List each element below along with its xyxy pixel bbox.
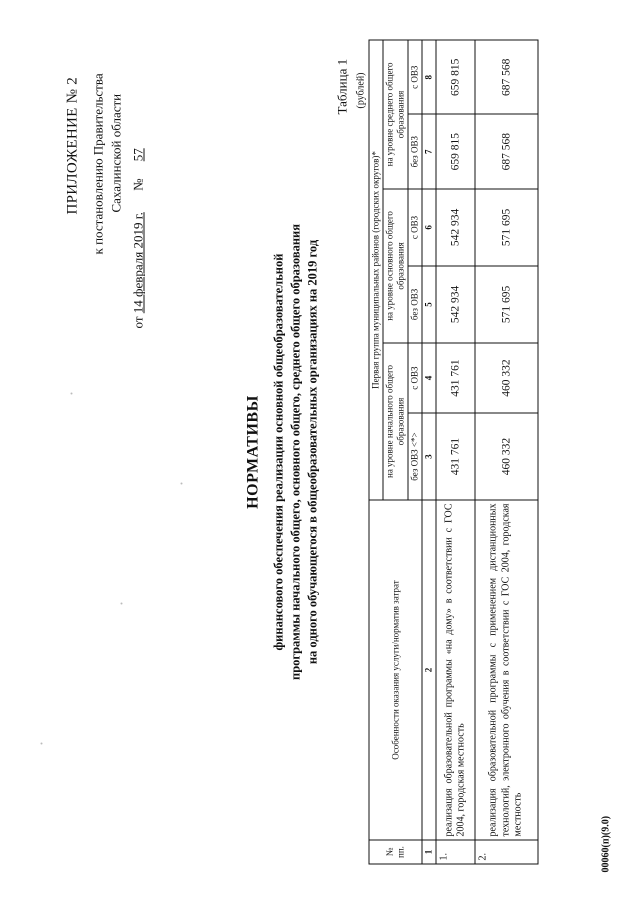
appendix-line-1: к постановлению Правительства xyxy=(90,73,106,255)
normatives-table xyxy=(369,40,539,865)
column-number: 7 xyxy=(422,114,436,188)
header-without-ovz: без ОВЗ xyxy=(408,114,422,188)
appendix-date-line xyxy=(131,148,147,328)
table-row xyxy=(436,40,475,864)
row-description: реализация образовательной программы «на дому» в соответствии с ГОС 2004, городская местность xyxy=(436,500,475,840)
header-with-ovz: с ОВЗ xyxy=(408,189,422,266)
document-title: НОРМАТИВЫ xyxy=(244,395,262,509)
number-label: № xyxy=(130,178,146,191)
row-value: 659 815 xyxy=(436,114,475,188)
row-value: 460 332 xyxy=(475,343,538,413)
header-level-basic: на уровне основного общего образования xyxy=(383,189,408,343)
header-with-ovz: с ОВЗ xyxy=(408,343,422,413)
table-unit: (рублей) xyxy=(355,72,367,109)
table-label: Таблица 1 xyxy=(334,58,350,115)
scan-speck xyxy=(181,483,183,485)
header-with-ovz: с ОВЗ xyxy=(408,40,422,114)
row-value: 542 934 xyxy=(436,189,475,266)
header-level-primary: на уровне начального общего образования xyxy=(383,343,408,500)
resolution-number: 57 xyxy=(130,148,146,162)
table-row xyxy=(475,40,538,864)
column-number: 4 xyxy=(422,343,436,413)
row-value: 571 695 xyxy=(475,266,538,343)
row-value: 431 761 xyxy=(436,343,475,413)
row-value: 687 568 xyxy=(475,40,538,114)
column-number: 3 xyxy=(422,413,436,500)
header-description: Особенности оказания услуги/норматив затрат xyxy=(369,500,422,840)
appendix-title: ПРИЛОЖЕНИЕ № 2 xyxy=(64,76,81,215)
row-value: 431 761 xyxy=(436,413,475,500)
document-subtitle-line-1: финансового обеспечения реализации основной общеобразовательной xyxy=(271,253,286,651)
column-number: 8 xyxy=(422,40,436,114)
column-number: 5 xyxy=(422,266,436,343)
column-number: 6 xyxy=(422,189,436,266)
document-subtitle-line-3: на одного обучающегося в общеобразовательных организациях на 2019 год xyxy=(305,239,320,665)
footer-code: 00060(п)(9.0) xyxy=(600,815,612,873)
header-level-secondary: на уровне среднего общего образования xyxy=(383,40,408,189)
header-without-ovz: без ОВЗ xyxy=(408,266,422,343)
scan-speck xyxy=(71,393,73,395)
row-value: 687 568 xyxy=(475,114,538,188)
from-prefix: от xyxy=(130,316,146,329)
header-group: Первая группа муниципальных районов (городских округов)* xyxy=(369,40,383,500)
row-description: реализация образовательной программы с применением дистанционных технологий, электронного обучения в соответствии с ГОС 2004, городская местность xyxy=(475,500,538,840)
appendix-line-2: Сахалинской области xyxy=(108,93,124,213)
document-subtitle-line-2: программы начального общего, основного общего, среднего общего образования xyxy=(288,224,303,680)
scan-speck xyxy=(41,743,43,745)
scan-speck xyxy=(121,603,123,605)
row-number: 1. xyxy=(436,840,475,864)
row-number: 2. xyxy=(475,840,538,864)
row-value: 460 332 xyxy=(475,413,538,500)
column-number: 1 xyxy=(422,840,436,864)
column-number: 2 xyxy=(422,500,436,840)
row-value: 542 934 xyxy=(436,266,475,343)
resolution-date: 14 февраля 2019 г. xyxy=(130,212,146,314)
row-value: 659 815 xyxy=(436,40,475,114)
row-value: 571 695 xyxy=(475,189,538,266)
document-sheet xyxy=(1,0,640,905)
header-no: № пп. xyxy=(369,840,422,864)
header-without-ovz: без ОВЗ <*> xyxy=(408,413,422,500)
